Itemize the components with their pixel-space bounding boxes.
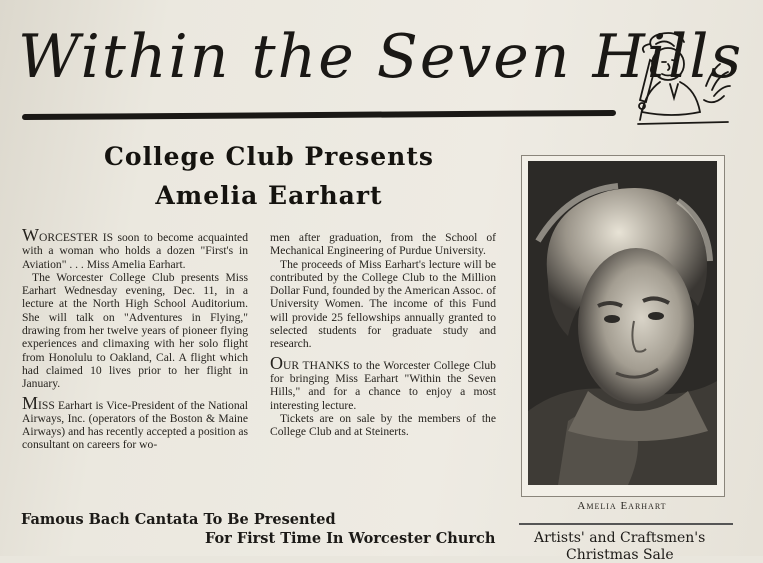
lead-in: ORCESTER IS (39, 231, 114, 244)
paragraph-text: Earhart is Vice-President of the National Airways, Inc. (operators of the Boston & Maine Airways) and has recently accepted a position as consultant on careers for wo- (22, 398, 248, 452)
paragraph-4: men after graduation, from the School of Mechanical Engineering of Purdue University. (270, 231, 496, 258)
article-column-1 (22, 225, 248, 452)
bottom-headline-line-2: For First Time In Worcester Church (205, 530, 496, 547)
masthead-title: Within the Seven Hills (18, 22, 744, 92)
article-column-2 (270, 231, 496, 438)
sidebar-headline-line-2: Christmas Sale (566, 547, 674, 563)
drop-cap: O (270, 352, 283, 373)
drop-cap: M (22, 392, 39, 413)
sidebar-divider (519, 523, 733, 525)
paragraph-2: The Worcester College Club presents Miss Earhart Wednesday evening, Dec. 11, in a lecture at the North High School Auditorium. She will talk on "Adventures in Flying," drawing from her twelve years of pioneer flying experiences and climaxing with her solo flight from Honolulu to Oakland, Cal. A flight which had claimed 10 lives prior to her flight in January. (22, 270, 248, 391)
photo-caption: Amelia Earhart (577, 500, 667, 512)
paragraph-5: The proceeds of Miss Earhart's lecture will be contributed by the College Club to the Million Dollar Fund, founded by the American Assoc. of University Women. The income of this Fund will provide 25 fellowships annually granted to selected students for graduate study and research. (270, 257, 496, 351)
headline-line-1: College Club Presents (104, 142, 434, 171)
paragraph-1 (22, 225, 248, 271)
amelia-earhart-portrait (528, 161, 717, 485)
paragraph-text: soon to become acquainted with a woman who holds a dozen "First's in Aviation" . . . Miss Amelia Earhart. (22, 231, 248, 271)
portrait-image-icon (528, 161, 717, 485)
lead-in: UR THANKS (283, 358, 350, 372)
masthead-underline (22, 110, 616, 120)
bottom-headline-line-1: Famous Bach Cantata To Be Presented (21, 511, 336, 528)
drop-cap: W (22, 225, 39, 245)
paragraph-text: to the Worcester College Club for bringing Miss Earhart "Within the Seven Hills," and for a chance to enjoy a most interesting lecture. (270, 358, 496, 412)
paragraph-3 (22, 392, 248, 452)
paragraph-7: Tickets are on sale by the members of the College Club and at Steinerts. (270, 411, 496, 439)
phone-caller-cartoon-icon (622, 30, 740, 134)
sidebar-headline-line-1: Artists' and Craftsmen's (534, 530, 706, 546)
lead-in: ISS (38, 398, 55, 412)
paragraph-6 (270, 352, 496, 412)
headline-line-2: Amelia Earhart (155, 181, 383, 210)
